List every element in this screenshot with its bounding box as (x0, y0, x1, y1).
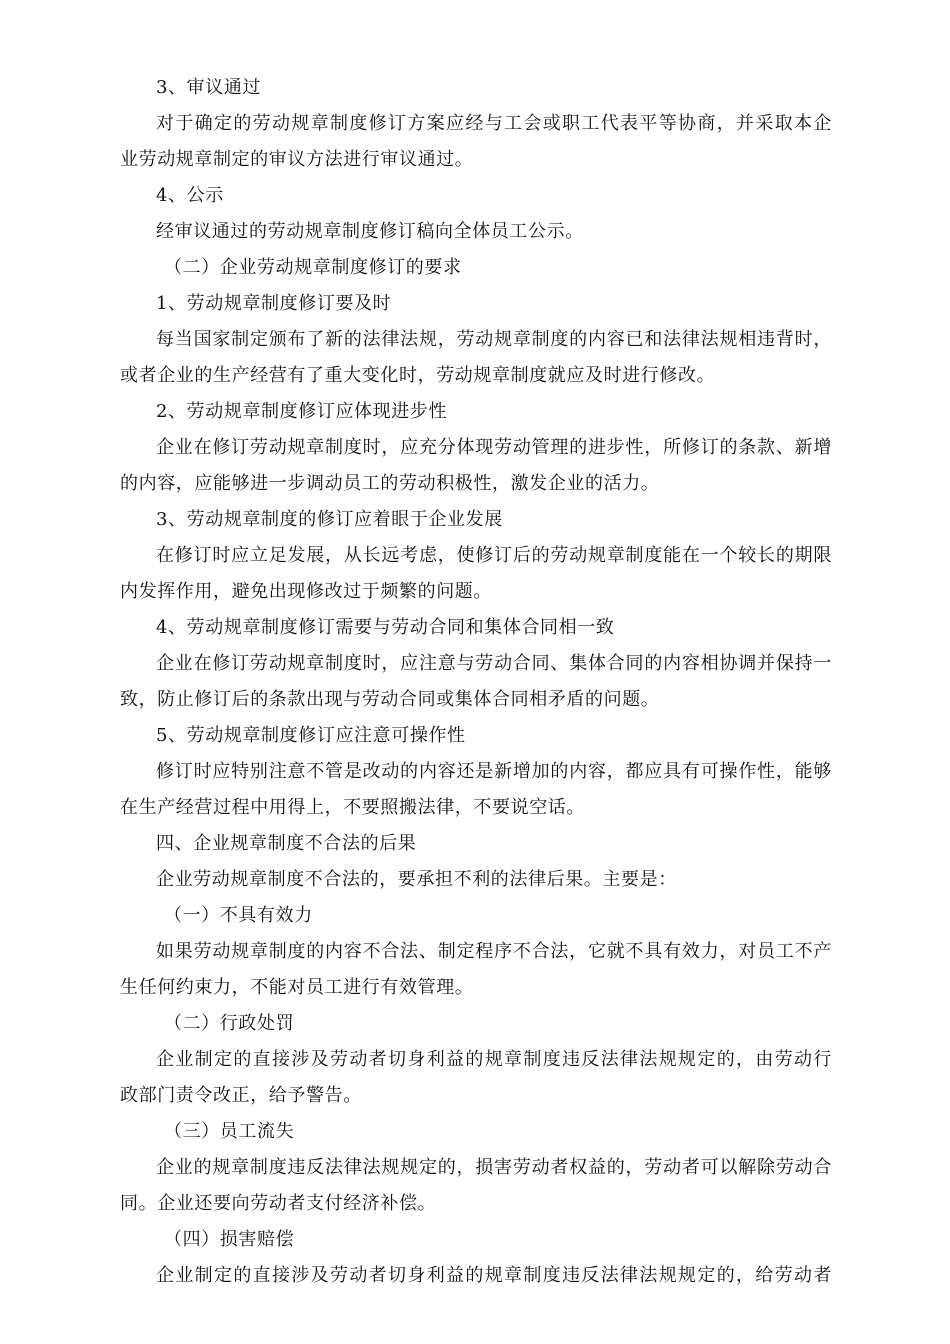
heading-consequence-3: （三）员工流失 (164, 1121, 295, 1142)
paragraph-line: 同。企业还要向劳动者支付经济补偿。 (120, 1193, 437, 1214)
paragraph-line: 或者企业的生产经营有了重大变化时，劳动规章制度就应及时进行修改。 (120, 365, 716, 386)
heading-review-approval: 3、审议通过 (156, 77, 262, 98)
paragraph-line: 企业制定的直接涉及劳动者切身利益的规章制度违反法律法规规定的，给劳动者 (156, 1265, 832, 1286)
paragraph-line: 政部门责令改正，给予警告。 (120, 1085, 362, 1106)
paragraph-line: 企业制定的直接涉及劳动者切身利益的规章制度违反法律法规规定的，由劳动行 (156, 1049, 832, 1070)
heading-requirement-2: 2、劳动规章制度修订应体现进步性 (156, 401, 448, 422)
paragraph-line: 企业劳动规章制度不合法的，要承担不利的法律后果。主要是： (156, 869, 677, 890)
heading-requirement-3: 3、劳动规章制度的修订应着眼于企业发展 (156, 509, 503, 530)
paragraph-line: 内发挥作用，避免出现修改过于频繁的问题。 (120, 581, 492, 602)
section-heading-illegal-consequences: 四、企业规章制度不合法的后果 (156, 833, 417, 854)
document-body (120, 70, 832, 1294)
paragraph-line: 每当国家制定颁布了新的法律法规，劳动规章制度的内容已和法律法规相违背时， (156, 329, 832, 350)
paragraph-line: 对于确定的劳动规章制度修订方案应经与工会或职工代表平等协商，并采取本企 (156, 113, 832, 134)
paragraph-line: 企业的规章制度违反法律法规规定的，损害劳动者权益的，劳动者可以解除劳动合 (156, 1157, 832, 1178)
section-heading-revision-requirements: （二）企业劳动规章制度修订的要求 (164, 257, 462, 278)
paragraph-line: 如果劳动规章制度的内容不合法、制定程序不合法，它就不具有效力，对员工不产 (156, 941, 832, 962)
paragraph-line: 修订时应特别注意不管是改动的内容还是新增加的内容，都应具有可操作性，能够 (156, 761, 832, 782)
paragraph-line: 企业在修订劳动规章制度时，应充分体现劳动管理的进步性，所修订的条款、新增 (156, 437, 832, 458)
paragraph-line: 在生产经营过程中用得上，不要照搬法律，不要说空话。 (120, 797, 585, 818)
paragraph-line: 经审议通过的劳动规章制度修订稿向全体员工公示。 (156, 221, 584, 242)
heading-consequence-4: （四）损害赔偿 (164, 1229, 295, 1250)
paragraph-line: 的内容，应能够进一步调动员工的劳动积极性，激发企业的活力。 (120, 473, 660, 494)
heading-consequence-2: （二）行政处罚 (164, 1013, 295, 1034)
heading-publicity: 4、公示 (156, 185, 224, 206)
paragraph-line: 企业在修订劳动规章制度时，应注意与劳动合同、集体合同的内容相协调并保持一 (156, 653, 832, 674)
paragraph-line: 生任何约束力，不能对员工进行有效管理。 (120, 977, 474, 998)
heading-requirement-5: 5、劳动规章制度修订应注意可操作性 (156, 725, 466, 746)
heading-requirement-4: 4、劳动规章制度修订需要与劳动合同和集体合同相一致 (156, 617, 615, 638)
paragraph-line: 在修订时应立足发展，从长远考虑，使修订后的劳动规章制度能在一个较长的期限 (156, 545, 832, 566)
paragraph-line: 致，防止修订后的条款出现与劳动合同或集体合同相矛盾的问题。 (120, 689, 660, 710)
paragraph-line: 业劳动规章制定的审议方法进行审议通过。 (120, 149, 474, 170)
heading-consequence-1: （一）不具有效力 (164, 905, 313, 926)
heading-requirement-1: 1、劳动规章制度修订要及时 (156, 293, 392, 314)
